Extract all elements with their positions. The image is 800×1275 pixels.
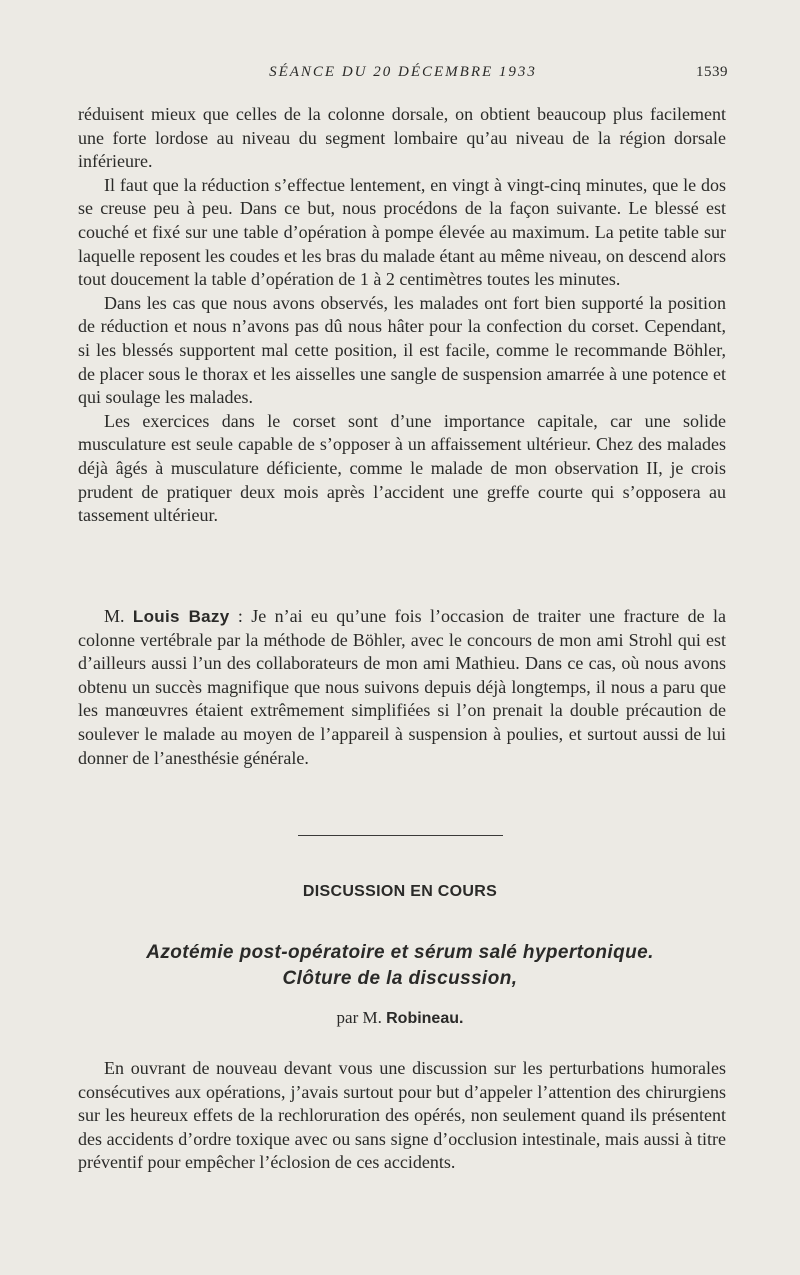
remark-text: : Je n’ai eu qu’une fois l’occasion de traiter une fracture de la colonne vertébrale par la méthode de Böhler, avec le concours de mon ami Strohl qui est d’ailleurs aussi l’un des collaborateurs de mon ami Mathieu. Dans ce cas, où nous avons obtenu un succès magnifique que nous suivons depuis déjà longtemps, il nous a paru que les manœuvres étaient extrêmement simplifiées si l’on prenait la double précaution de soulever le malade au moyen de l’appareil à suspension à poulies, et surtout aussi de lui donner de l’anesthésie générale.	[78, 606, 726, 768]
title-line-2: Clôture de la discussion,	[282, 968, 518, 989]
paragraph: Les exercices dans le corset sont d’une importance capitale, car une solide musculature est seule capable de s’opposer à un affaissement ultérieur. Chez des malades déjà âgés à musculature déficiente, comme le malade de mon observation II, je crois prudent de pratiquer deux mois après l’accident une greffe courte qui s’opposera au tassement ultérieur.	[78, 410, 726, 526]
speaker-prefix: M.	[104, 606, 125, 626]
byline-prefix: par M.	[336, 1008, 382, 1027]
article-title	[60, 940, 740, 992]
paragraph: réduisent mieux que celles de la colonne dorsale, on obtient beaucoup plus facilement une forte lordose au niveau du segment lombaire qu’au niveau de la région dorsale inférieure.	[78, 104, 726, 172]
title-line-1: Azotémie post-opératoire et sérum salé hypertonique.	[146, 942, 654, 963]
byline	[0, 1008, 800, 1028]
paragraph	[78, 605, 726, 770]
running-title: SÉANCE DU 20 DÉCEMBRE 1933	[269, 64, 537, 80]
paragraph: Il faut que la réduction s’effectue lentement, en vingt à vingt-cinq minutes, que le dos se creuse peu à peu. Dans ce but, nous procédons de la façon suivante. Le blessé est couché et fixé sur une table d’opération à pompe élevée au maximum. La petite table sur laquelle reposent les coudes et les bras du malade étant au même niveau, on descend alors tout doucement la table d’opération de 1 à 2 centimètres toutes les minutes.	[78, 174, 726, 290]
paragraph: Dans les cas que nous avons observés, les malades ont fort bien supporté la position de réduction et nous n’avons pas dû nous hâter pour la confection du corset. Cependant, si les blessés supportent mal cette position, il est facile, comme le recommande Böhler, de placer sous le thorax et les aisselles une sangle de suspension amarrée à une potence et qui soulage les malades.	[78, 292, 726, 408]
discussion-heading: DISCUSSION EN COURS	[302, 883, 498, 900]
paragraph: En ouvrant de nouveau devant vous une discussion sur les perturbations humorales consécutives aux opérations, j’avais surtout pour but d’appeler l’attention des chirurgiens sur les heureux effets de la rechloruration des opérés, non seulement quand ils présentent des accidents d’ordre toxique avec ou sans signe d’occlusion intestinale, mais aussi à titre préventif pour empêcher l’éclosion de ces accidents.	[78, 1058, 726, 1173]
bazy-remarks	[78, 605, 726, 770]
section-continuation	[78, 103, 726, 528]
page-number: 1539	[696, 64, 728, 80]
running-head	[78, 64, 728, 84]
speaker-name: Louis Bazy	[132, 607, 230, 626]
byline-author: Robineau.	[386, 1010, 464, 1027]
section-divider	[298, 835, 503, 836]
robineau-text	[78, 1057, 726, 1175]
